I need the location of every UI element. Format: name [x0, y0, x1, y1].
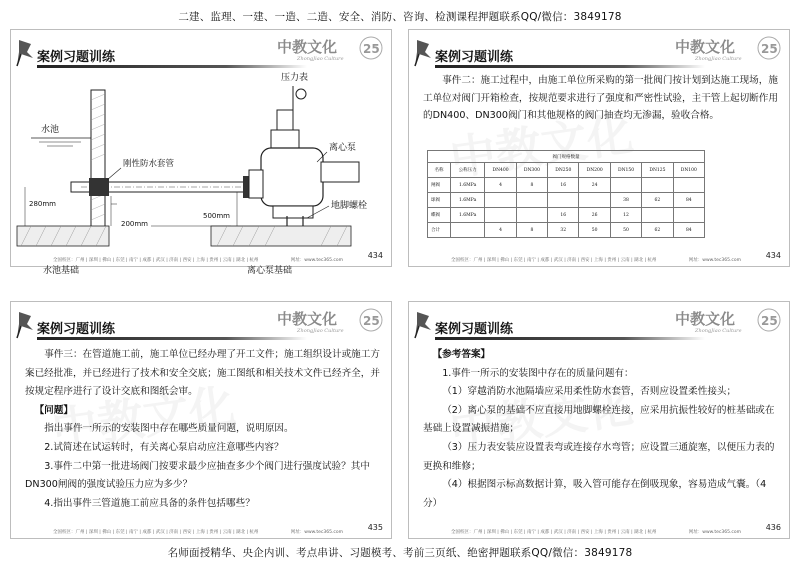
slide-title: 案例习题训练 — [435, 50, 514, 65]
waterproof-sleeve — [89, 178, 109, 196]
slide-title: 案例习题训练 — [435, 322, 514, 337]
table-cell — [673, 208, 704, 223]
table-cell — [485, 193, 516, 208]
table-cell: 84 — [673, 223, 704, 238]
dim-280-label: 280mm — [29, 200, 56, 208]
question-3: 3.事件二中第一批进场阀门按要求最少应抽查多少个阀门进行强度试验？其中DN300闸阀的强度试验压力应为多少？ — [25, 460, 370, 491]
table-row — [428, 193, 705, 208]
table-header-cell: DN150 — [610, 163, 641, 178]
table-cell: 38 — [610, 193, 641, 208]
logo — [673, 34, 781, 64]
centrifugal-pump — [261, 148, 323, 206]
table-cell — [642, 178, 673, 193]
campus-list: 全国校区：广州 | 深圳 | 佛山 | 东莞 | 南宁 | 成都 | 武汉 | 济南 | 西安 | 上海 | 贵州 | 云南 | 湖北 | 杭州 — [53, 530, 259, 535]
table-header-cell: DN250 — [548, 163, 579, 178]
logo-text: 中教文化 — [277, 310, 338, 328]
page-number: 434 — [765, 251, 781, 260]
logo — [275, 306, 383, 336]
table-cell: 闸阀 — [428, 178, 451, 193]
table-cell — [516, 193, 547, 208]
table-header-cell: 名称 — [428, 163, 451, 178]
table-cell: 62 — [642, 193, 673, 208]
logo-badge: 25 — [363, 314, 380, 328]
page-number: 434 — [367, 251, 383, 260]
table-cell: 1.6MPa — [450, 178, 484, 193]
answer-line-3: （2）离心泵的基础不应直接用地脚螺栓连接，应采用抗振性较好的桩基础或在基础上设置减振措施； — [423, 404, 775, 435]
table-header-cell: 公称压力 — [450, 163, 484, 178]
table-caption: 阀门规格数量 — [428, 151, 705, 163]
table-cell — [673, 178, 704, 193]
table-cell: 4 — [485, 178, 516, 193]
table-header-row — [428, 163, 705, 178]
campus-list: 全国校区：广州 | 深圳 | 佛山 | 东莞 | 南宁 | 成都 | 武汉 | 济南 | 西安 | 上海 | 贵州 | 云南 | 湖北 | 杭州 — [451, 258, 657, 263]
logo-badge: 25 — [761, 42, 778, 56]
table-cell: 62 — [642, 223, 673, 238]
website: 网址：www.tec365.com — [688, 258, 741, 263]
pushpin-icon — [413, 310, 433, 340]
table-cell: 合计 — [428, 223, 451, 238]
logo-subtitle: ZhongJiao Culture — [695, 328, 742, 334]
answer-heading: 【参考答案】 — [432, 349, 491, 360]
pressure-gauge — [296, 89, 306, 99]
pump-label: 离心泵 — [329, 143, 357, 153]
campus-list: 全国校区：广州 | 深圳 | 佛山 | 东莞 | 南宁 | 成都 | 武汉 | 济南 | 西安 | 上海 | 贵州 | 云南 | 湖北 | 杭州 — [451, 530, 657, 535]
slide-2 — [408, 29, 790, 267]
logo-text: 中教文化 — [675, 310, 736, 328]
table-cell: 16 — [548, 178, 579, 193]
slide-3 — [10, 301, 392, 539]
dim-200-label: 200mm — [121, 220, 148, 228]
event-2-paragraph: 事件二：施工过程中，由施工单位所采购的第一批阀门按计划到达施工现场，施工单位对阀门开箱检查，按规范要求进行了强度和严密性试验，主干管上起切断作用的DN400、DN300阀门和其他规格的阀门抽查均无渗漏，验收合格。 — [423, 75, 778, 121]
page-footer: 名师面授精华、央企内训、考点串讲、习题模考、考前三页纸、绝密押题联系QQ/微信：3849178 — [167, 547, 633, 559]
logo — [673, 306, 781, 336]
table-header-cell: DN300 — [516, 163, 547, 178]
logo-subtitle: ZhongJiao Culture — [695, 56, 742, 62]
pipe-flange — [243, 176, 249, 198]
pushpin-icon — [15, 38, 35, 68]
slide-4 — [408, 301, 790, 539]
table-cell: 8 — [516, 223, 547, 238]
table-cell: 蝶阀 — [428, 208, 451, 223]
question-2: 2.试简述在试运转时，有关离心泵启动应注意哪些内容？ — [44, 441, 284, 453]
page-number: 435 — [367, 523, 383, 532]
table-cell — [450, 223, 484, 238]
pump-motor — [321, 162, 359, 182]
pool-wall — [91, 90, 105, 238]
bolt-label: 地脚螺栓 — [331, 201, 368, 211]
pump-base-label: 离心泵基础 — [247, 266, 293, 276]
pool-label: 水池 — [41, 125, 60, 135]
website: 网址：www.tec365.com — [290, 530, 343, 535]
page-number: 436 — [765, 523, 781, 532]
answer-line-1: 1.事件一所示的安装图中存在的质量问题有： — [442, 367, 634, 379]
table-row — [428, 208, 705, 223]
answer-line-4: （3）压力表安装应设置表弯或连接存水弯管；应设置三通旋塞，以便压力表的更换和维修； — [423, 441, 775, 472]
campus-list: 全国校区：广州 | 深圳 | 佛山 | 东莞 | 南宁 | 成都 | 武汉 | 济南 | 西安 | 上海 | 贵州 | 云南 | 湖北 | 杭州 — [53, 258, 259, 263]
table-header-cell: DN100 — [673, 163, 704, 178]
table-cell — [485, 208, 516, 223]
logo-badge: 25 — [363, 42, 380, 56]
slide-body — [423, 72, 779, 125]
table-cell: 84 — [673, 193, 704, 208]
website: 网址：www.tec365.com — [290, 258, 343, 263]
pool-base — [17, 226, 109, 246]
logo-badge: 25 — [761, 314, 778, 328]
table-cell: 4 — [485, 223, 516, 238]
table-cell: 26 — [579, 208, 610, 223]
pump-base — [211, 226, 351, 246]
answer-line-2: （1）穿越消防水池隔墙应采用柔性防水套管，否则应设置柔性接头； — [442, 386, 737, 398]
title-underline — [435, 337, 705, 340]
table-row — [428, 223, 705, 238]
table-cell — [642, 208, 673, 223]
slide-title: 案例习题训练 — [37, 50, 116, 65]
table-header-cell: DN400 — [485, 163, 516, 178]
table-cell — [610, 178, 641, 193]
table-cell: 1.6MPa — [450, 208, 484, 223]
table-cell: 球阀 — [428, 193, 451, 208]
valve-spec-table — [427, 150, 705, 238]
table-cell: 50 — [579, 223, 610, 238]
slide-body — [25, 346, 381, 513]
logo-text: 中教文化 — [675, 38, 736, 56]
slide-body — [423, 346, 779, 513]
logo-subtitle: ZhongJiao Culture — [297, 328, 344, 334]
table-row — [428, 178, 705, 193]
title-underline — [37, 337, 307, 340]
page-header: 二建、监理、一建、一造、二造、安全、消防、咨询、检测课程押题联系QQ/微信：3849178 — [178, 11, 622, 23]
table-cell: 8 — [516, 178, 547, 193]
logo-subtitle: ZhongJiao Culture — [297, 56, 344, 62]
table-header-cell: DN200 — [579, 163, 610, 178]
pump-outlet — [271, 130, 299, 148]
table-cell: 32 — [548, 223, 579, 238]
table-cell: 16 — [548, 208, 579, 223]
gauge-label: 压力表 — [281, 73, 309, 83]
sleeve-label: 刚性防水套管 — [123, 159, 175, 169]
answer-line-5: （4）根据图示标高数据计算，吸入管可能存在倒吸现象，容易造成气囊。（4分） — [423, 479, 767, 509]
table-cell: 24 — [579, 178, 610, 193]
pool-base-label: 水池基础 — [43, 266, 80, 276]
pushpin-icon — [15, 310, 35, 340]
website: 网址：www.tec365.com — [688, 530, 741, 535]
table-cell — [579, 193, 610, 208]
table-cell: 50 — [610, 223, 641, 238]
table-cell: 1.6MPa — [450, 193, 484, 208]
questions-heading: 【问题】 — [34, 404, 73, 416]
question-1: 指出事件一所示的安装图中存在哪些质量问题，说明原因。 — [44, 423, 294, 435]
title-underline — [435, 65, 705, 68]
table-cell: 12 — [610, 208, 641, 223]
slide-1 — [10, 29, 392, 276]
pushpin-icon — [413, 38, 433, 68]
table-cell — [516, 208, 547, 223]
logo — [275, 34, 383, 64]
question-4: 4.指出事件三管道施工前应具备的条件包括哪些？ — [44, 497, 255, 509]
slide-title: 案例习题训练 — [37, 322, 116, 337]
table-header-cell: DN125 — [642, 163, 673, 178]
logo-text: 中教文化 — [277, 38, 338, 56]
event-3-paragraph: 事件三：在管道施工前，施工单位已经办理了开工文件；施工组织设计或施工方案已经批准，并已经进行了技术和安全交底；施工图纸和相关技术文件已经齐全，并按规定程序进行了设计交底和图纸会审。 — [25, 349, 380, 398]
dim-500-label: 500mm — [203, 212, 230, 220]
table-cell — [548, 193, 579, 208]
